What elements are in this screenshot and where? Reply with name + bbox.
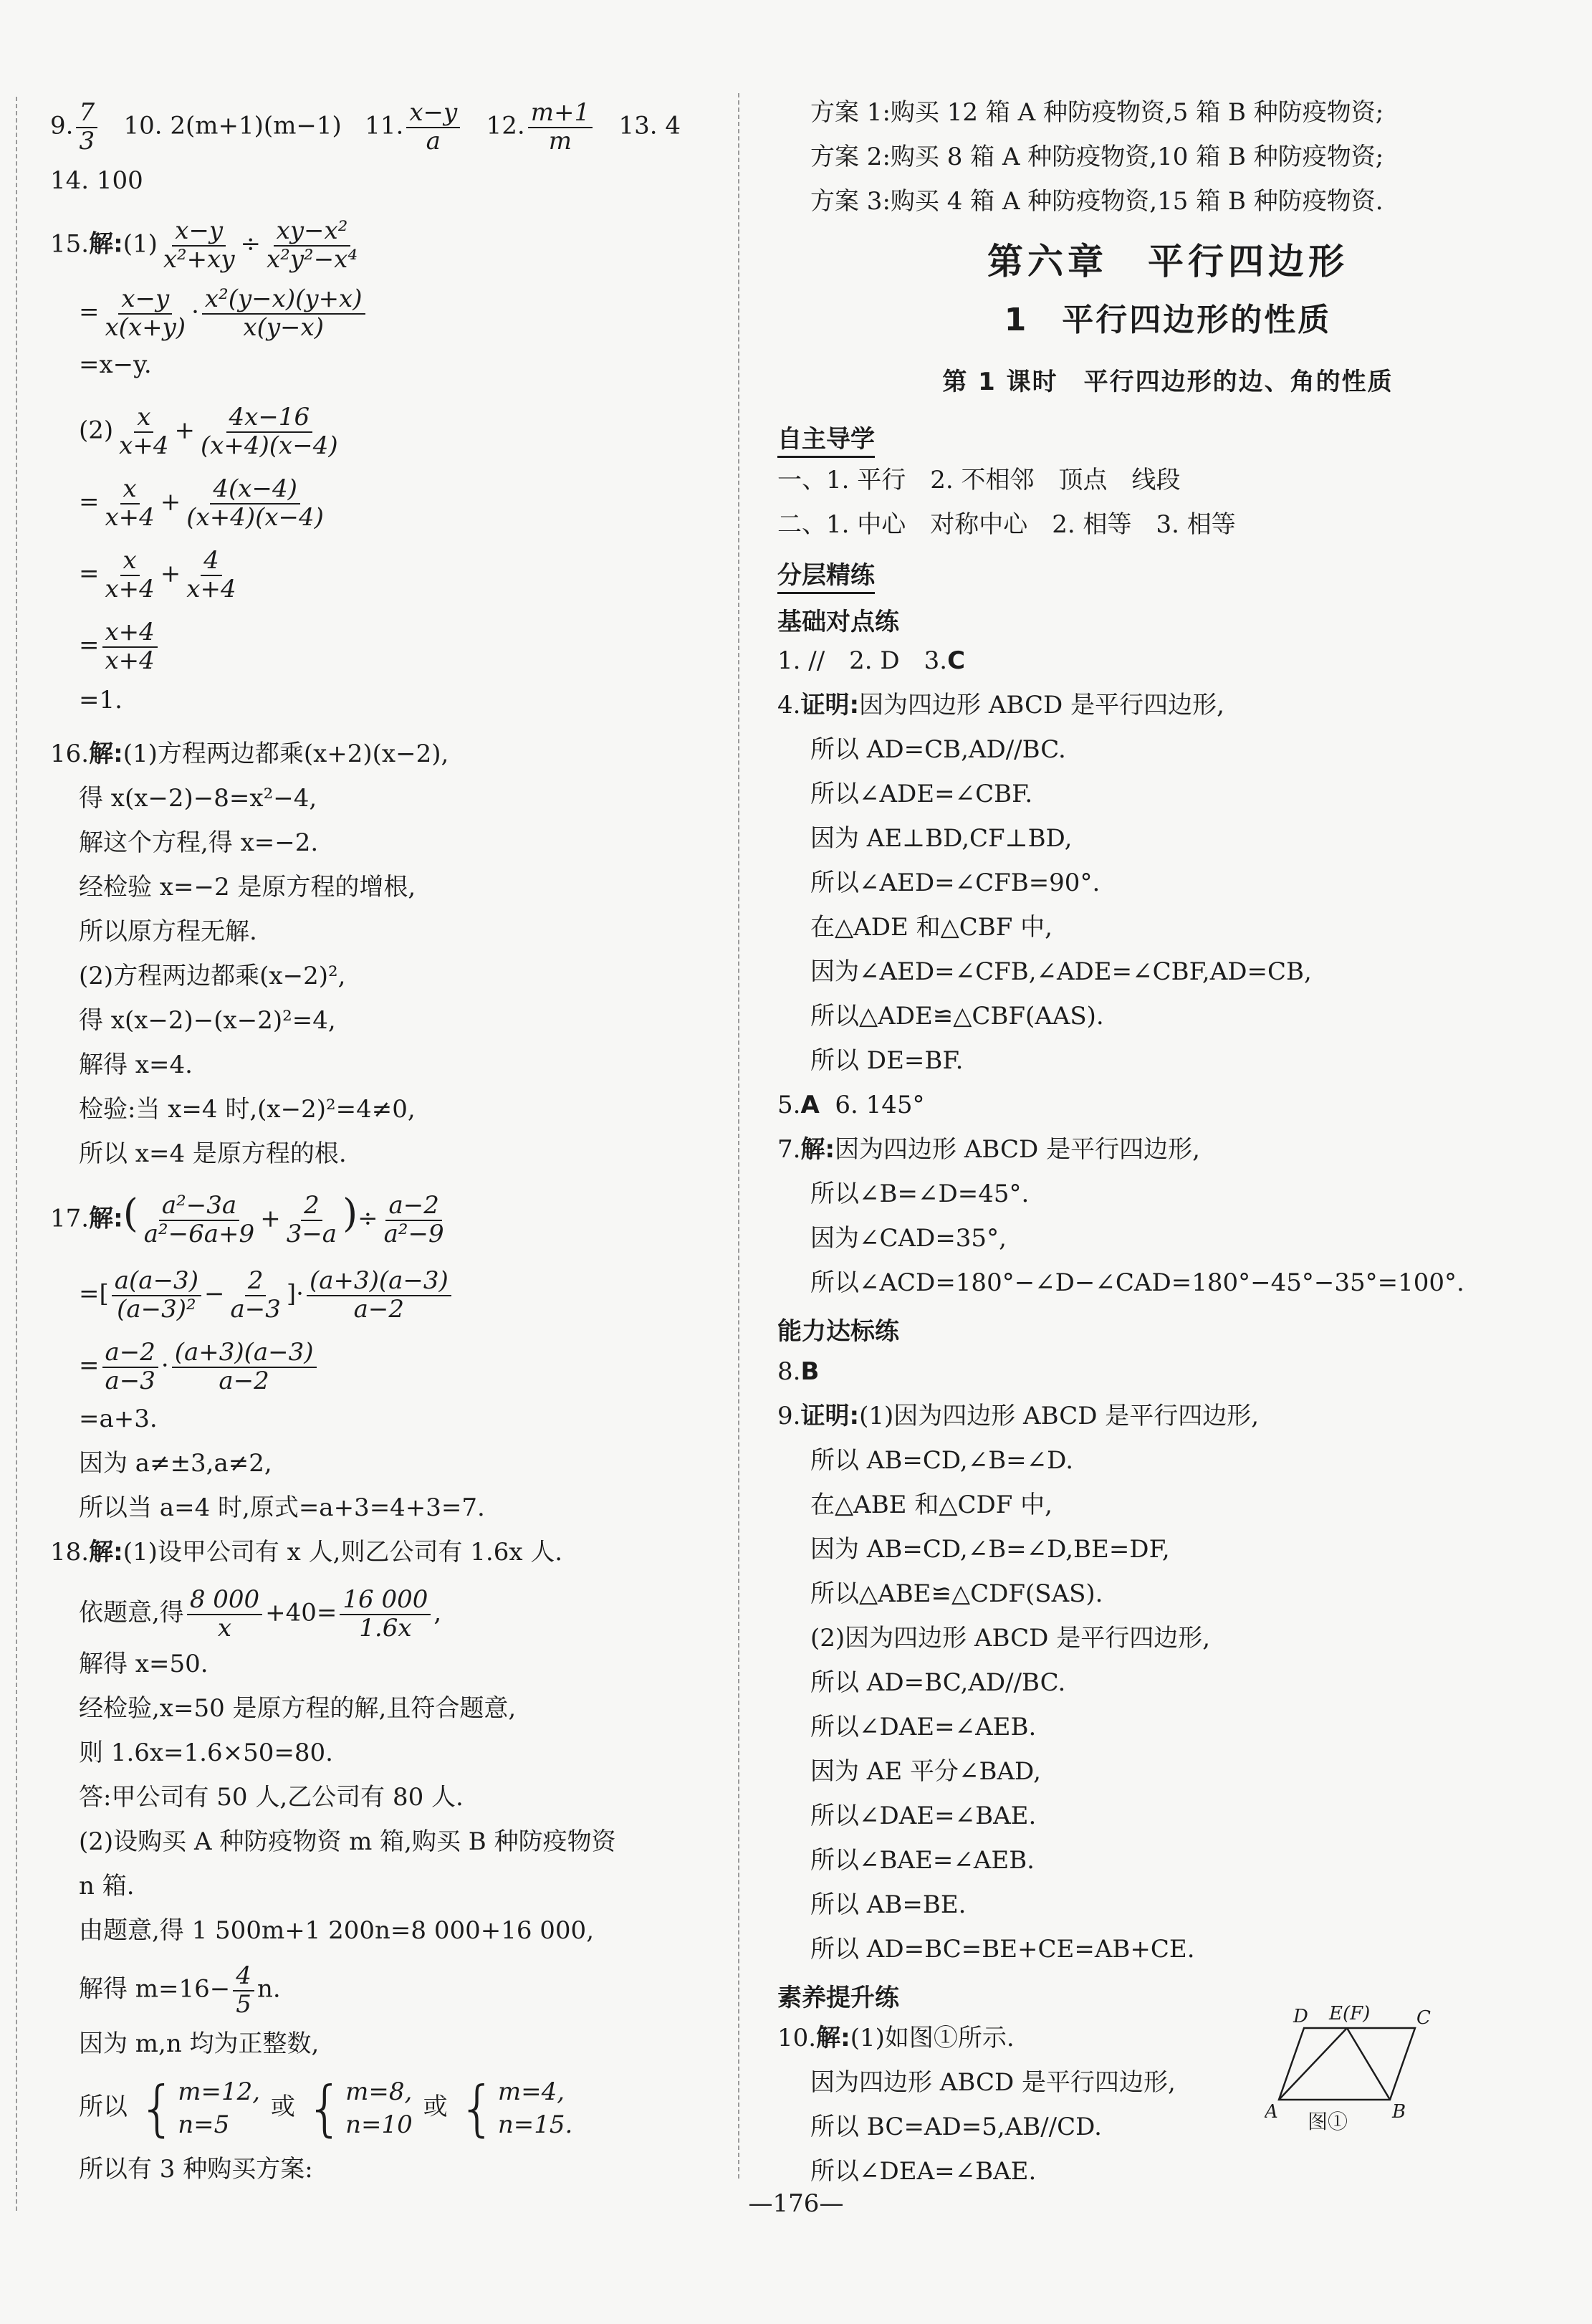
answer-8: 8.B: [777, 1357, 820, 1386]
fraction: $\frac{m+1}{m}$: [528, 100, 593, 154]
q17-line-6: 所以当 a=4 时,原式=a+3=4+3=7.: [79, 1493, 485, 1522]
equation-system: { m=4, n=15.: [458, 2073, 573, 2143]
q15-line-4: (2) $\frac{x}{x+4}$ + $\frac{4x-16}{(x+4)(x-4)}$: [79, 403, 338, 460]
q9-line-2: 所以 AB=CD,∠B=∠D.: [810, 1446, 1074, 1475]
q15-line-3: =x−y.: [79, 350, 152, 379]
equation-system: { m=12, n=5: [138, 2073, 261, 2143]
q15-line-5: = $\frac{x}{x+4}$ + $\frac{4(x-4)}{(x+4)(x-4)}$: [79, 474, 324, 532]
column-divider: [738, 93, 739, 2179]
q15-line-6: = $\frac{x}{x+4}$ + $\frac{4}{x+4}$: [79, 546, 236, 603]
q10-line-2: 因为四边形 ABCD 是平行四边形,: [810, 2068, 1176, 2097]
q15-line-1: 15.解:(1) $\frac{x-y}{\text{x²+xy}}$ ÷ $\frac{\text{xy−x²}}{\text{x²y²−x⁴}}$: [50, 216, 358, 274]
plan-3: 方案 3:购买 4 箱 A 种防疫物资,15 箱 B 种防疫物资.: [810, 187, 1384, 216]
answer-14: 14. 100: [50, 166, 143, 195]
parallelogram-figure: [1265, 1999, 1437, 2136]
self-study-line-1: 一、1. 平行 2. 不相邻 顶点 线段: [777, 466, 1181, 494]
q15-line-7: = $\frac{x+4}{x+4}$: [50, 620, 160, 674]
q9-line-10: 所以∠DAE=∠BAE.: [810, 1802, 1037, 1830]
segment-bf: [1347, 2028, 1390, 2100]
fraction: $\frac{7}{3}$: [76, 100, 97, 154]
q4-line-7: 因为∠AED=∠CFB,∠ADE=∠CBF,AD=CB,: [810, 957, 1312, 986]
q18-line-4: 经检验,x=50 是原方程的解,且符合题意,: [79, 1694, 517, 1723]
q9-line-8: 所以∠DAE=∠AEB.: [810, 1713, 1037, 1741]
plan-1: 方案 1:购买 12 箱 A 种防疫物资,5 箱 B 种防疫物资;: [810, 98, 1384, 127]
q9-line-12: 所以 AB=BE.: [810, 1890, 967, 1919]
q4-line-4: 因为 AE⊥BD,CF⊥BD,: [810, 824, 1073, 853]
q16-line-9: 检验:当 x=4 时,(x−2)²=4≠0,: [79, 1095, 416, 1124]
q4-line-8: 所以△ADE≌△CBF(AAS).: [810, 1002, 1104, 1031]
q16-line-6: (2)方程两边都乘(x−2)²,: [79, 962, 346, 990]
q17-line-4: =a+3.: [79, 1405, 158, 1433]
q17-line-2: =[ $\frac{a(a-3)}{\text{(a−3)²}}$ − $\frac{2}{a-3}$ ]· $\frac{(a+3)(a-3)}{a-2}$: [50, 1268, 454, 1322]
label-a: A: [1265, 2101, 1278, 2123]
q18-line-5: 则 1.6x=1.6×50=80.: [79, 1739, 333, 1767]
q7-line-2: 所以∠B=∠D=45°.: [810, 1180, 1030, 1208]
q4-line-9: 所以 DE=BF.: [810, 1046, 964, 1075]
answers-1-3: 1. // 2. D 3.C: [777, 646, 966, 675]
q4-line-5: 所以∠AED=∠CFB=90°.: [810, 869, 1101, 897]
q4-line-6: 在△ADE 和△CBF 中,: [810, 913, 1052, 942]
q9-line-7: 所以 AD=BC,AD//BC.: [810, 1668, 1066, 1697]
answers-5-6: 5.A 6. 145°: [777, 1091, 925, 1119]
self-study-line-2: 二、1. 中心 对称中心 2. 相等 3. 相等: [777, 510, 1236, 539]
self-study-heading: 自主导学: [777, 419, 875, 458]
layered-practice-heading: 分层精练: [777, 555, 875, 594]
q18-line-8: n 箱.: [79, 1872, 135, 1900]
q15-line-2: = $\frac{x-y}{x(x+y)}$ · $\frac{\text{x²(y−x)(y+x)}}{x(y-x)}$: [50, 287, 368, 340]
q16-line-1: 16.解:(1)方程两边都乘(x+2)(x−2),: [50, 740, 449, 768]
section-title: 1 平行四边形的性质: [1004, 302, 1332, 338]
q16-line-4: 经检验 x=−2 是原方程的增根,: [79, 873, 416, 902]
left-margin-dashed-line: [16, 97, 17, 2211]
label-d: D: [1293, 2006, 1308, 2027]
q9-line-5: 所以△ABE≌△CDF(SAS).: [810, 1579, 1103, 1608]
plan-2: 方案 2:购买 8 箱 A 种防疫物资,10 箱 B 种防疫物资;: [810, 143, 1384, 171]
q18-line-9: 由题意,得 1 500m+1 200n=8 000+16 000,: [79, 1916, 594, 1945]
q10-line-3: 所以 BC=AD=5,AB//CD.: [810, 2113, 1102, 2141]
q4-line-3: 所以∠ADE=∠CBF.: [810, 780, 1033, 808]
q9-line-11: 所以∠BAE=∠AEB.: [810, 1846, 1035, 1875]
answers-9-13: 9. $\frac{7}{3}$ 10. 2(m+1)(m−1) 11. $\frac{x-y}{a}$ 12. $\frac{m+1}{m}$ 13. 4: [50, 98, 681, 156]
q16-line-2: 得 x(x−2)−8=x²−4,: [79, 784, 317, 813]
basic-practice-heading: 基础对点练: [777, 608, 899, 636]
parallelogram-abcd: [1279, 2028, 1415, 2100]
q7-line-3: 因为∠CAD=35°,: [810, 1224, 1007, 1253]
q9-line-3: 在△ABE 和△CDF 中,: [810, 1491, 1052, 1519]
q17-line-1: 17.解:( $\frac{\text{a²−3a}}{\text{a²−6a+9}}$ + $\frac{2}{3-a}$ )÷ $\frac{a-2}{\text{a²−9}}$: [50, 1190, 444, 1248]
q18-line-1: 18.解:(1)设甲公司有 x 人,则乙公司有 1.6x 人.: [50, 1538, 563, 1567]
q4-line-1: 4.证明:因为四边形 ABCD 是平行四边形,: [777, 691, 1224, 719]
chapter-title: 第六章 平行四边形: [987, 241, 1348, 282]
q15-line-8: =1.: [79, 686, 123, 714]
q7-line-1: 7.解:因为四边形 ABCD 是平行四边形,: [777, 1135, 1200, 1164]
q18-line-10: 解得 m=16− $\frac{4}{5}$ n.: [79, 1961, 281, 2019]
q7-line-4: 所以∠ACD=180°−∠D−∠CAD=180°−45°−35°=100°.: [810, 1268, 1464, 1297]
ability-practice-heading: 能力达标练: [777, 1317, 899, 1346]
q10-line-4: 所以∠DEA=∠BAE.: [810, 2157, 1037, 2186]
label-c: C: [1416, 2007, 1431, 2029]
q4-line-2: 所以 AD=CB,AD//BC.: [810, 735, 1066, 764]
q9-line-9: 因为 AE 平分∠BAD,: [810, 1757, 1041, 1786]
q16-line-8: 解得 x=4.: [79, 1051, 193, 1079]
q9-line-13: 所以 AD=BC=BE+CE=AB+CE.: [810, 1935, 1195, 1964]
q17-line-3: = $\frac{a-2}{a-3}$ · $\frac{(a+3)(a-3)}{a-2}$: [50, 1340, 320, 1394]
q18-line-12: 所以 { m=12, n=5 或 { m=8, n=10 或 { m=4, n=15.: [79, 2073, 573, 2143]
figure-caption: 图①: [1308, 2110, 1348, 2133]
label-b: B: [1392, 2101, 1406, 2123]
q9-line-1: 9.证明:(1)因为四边形 ABCD 是平行四边形,: [777, 1402, 1260, 1430]
q18-line-7: (2)设购买 A 种防疫物资 m 箱,购买 B 种防疫物资: [79, 1827, 616, 1856]
q9-line-6: (2)因为四边形 ABCD 是平行四边形,: [810, 1624, 1211, 1653]
q16-line-3: 解这个方程,得 x=−2.: [79, 828, 319, 857]
literacy-practice-heading: 素养提升练: [777, 1984, 899, 2012]
q10-line-1: 10.解:(1)如图①所示.: [777, 2024, 1015, 2052]
q18-line-13: 所以有 3 种购买方案:: [79, 2155, 313, 2184]
q18-line-3: 解得 x=50.: [79, 1650, 208, 1678]
segment-ae: [1279, 2028, 1347, 2100]
q16-line-5: 所以原方程无解.: [79, 917, 257, 946]
label-ef: E(F): [1329, 2003, 1371, 2024]
q9-line-4: 因为 AB=CD,∠B=∠D,BE=DF,: [810, 1535, 1170, 1564]
q18-line-2: 依题意,得 $\frac{8 000}{x}$ +40= $\frac{16 000}{1.6x}$ ,: [79, 1585, 442, 1642]
lesson-title: 第 1 课时 平行四边形的边、角的性质: [942, 368, 1394, 396]
q18-line-11: 因为 m,n 均为正整数,: [79, 2029, 320, 2058]
fraction: $\frac{x-y}{a}$: [406, 100, 460, 154]
q16-line-10: 所以 x=4 是原方程的根.: [79, 1139, 347, 1168]
q16-line-7: 得 x(x−2)−(x−2)²=4,: [79, 1006, 336, 1035]
q17-line-5: 因为 a≠±3,a≠2,: [79, 1449, 272, 1478]
q18-line-6: 答:甲公司有 50 人,乙公司有 80 人.: [79, 1783, 464, 1812]
page-number: —176—: [748, 2189, 844, 2218]
equation-system: { m=8, n=10: [305, 2073, 413, 2143]
